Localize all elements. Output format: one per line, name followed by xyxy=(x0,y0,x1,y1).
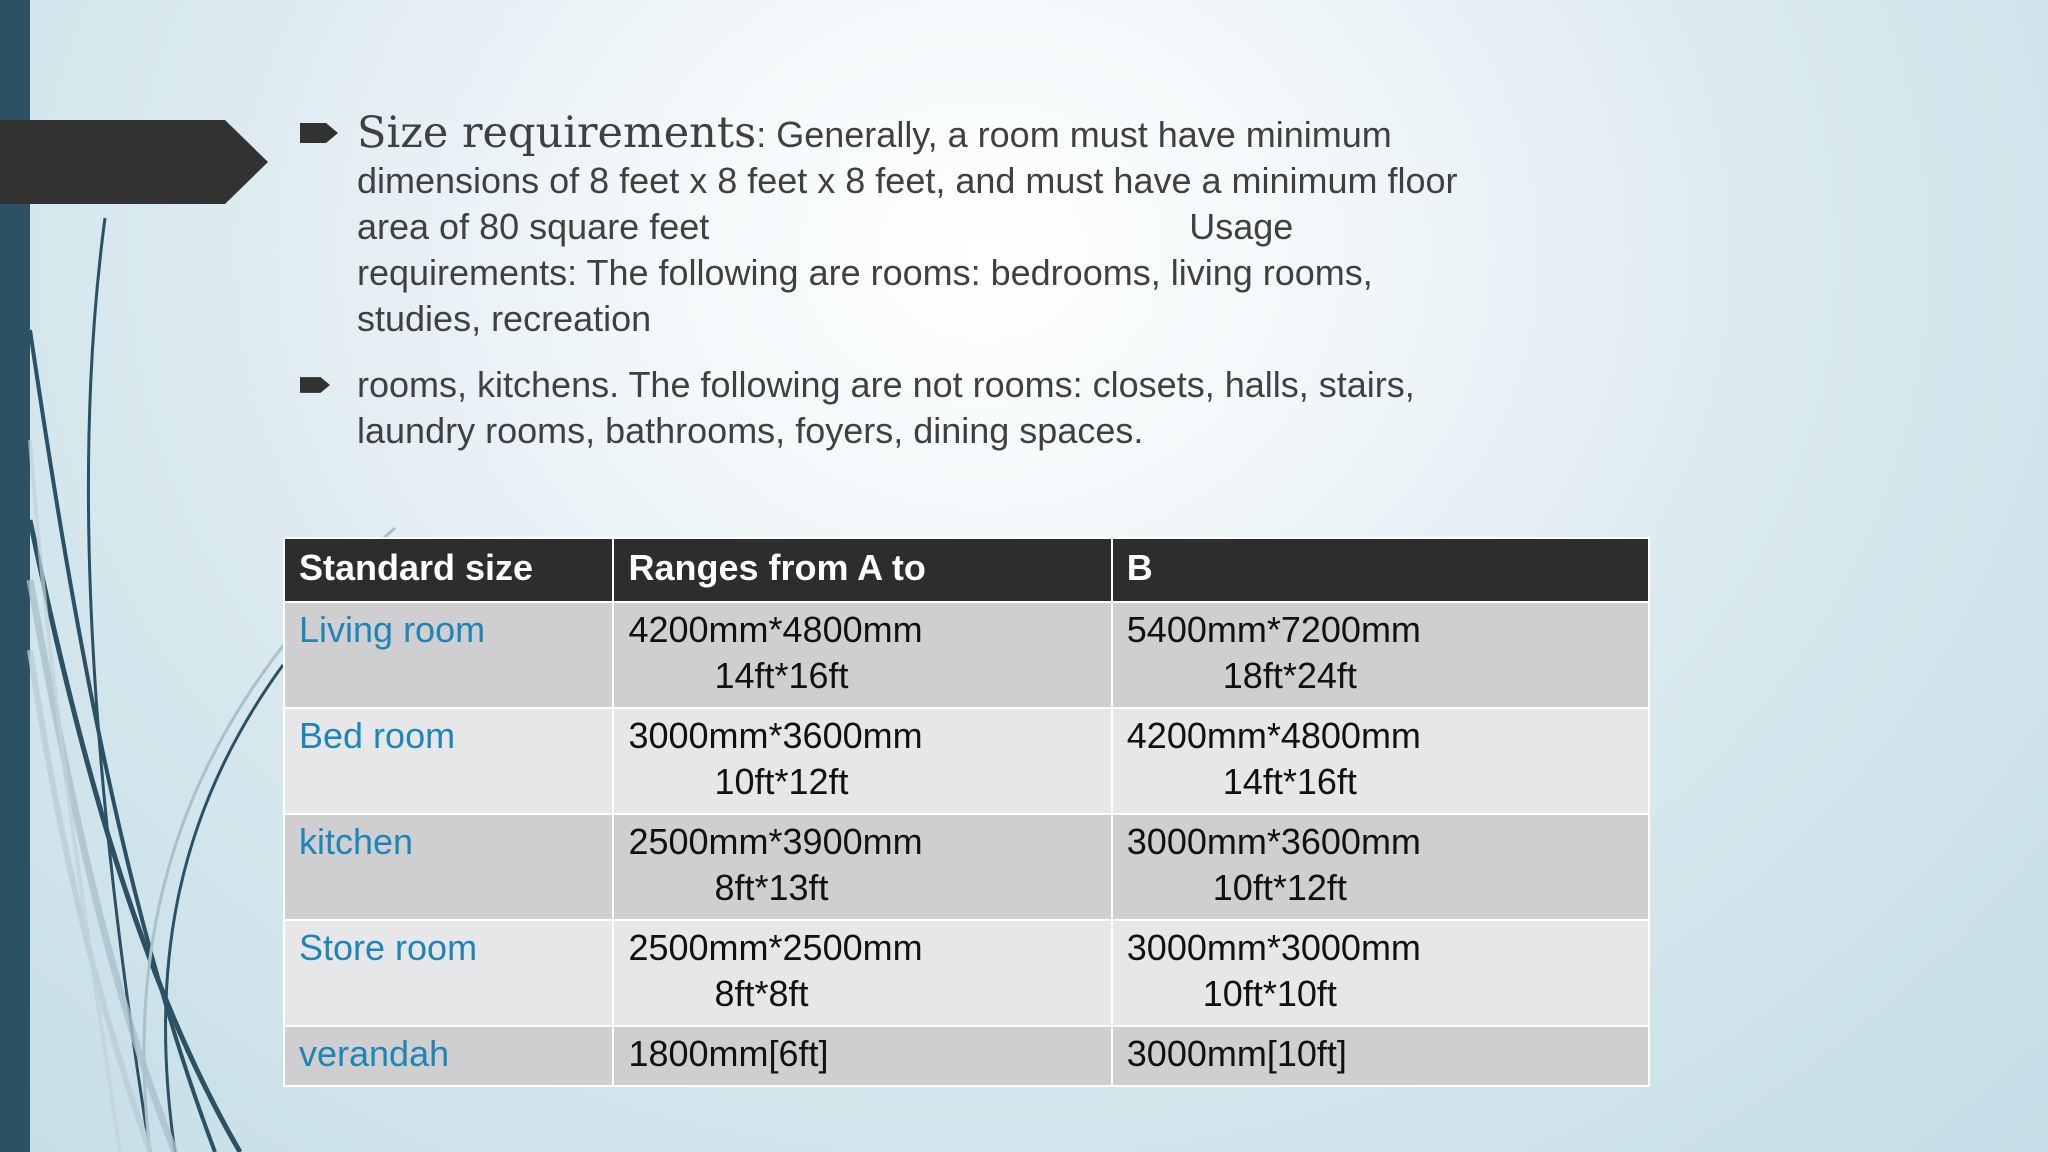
range-a-cell xyxy=(613,708,1111,814)
range-a-cell xyxy=(613,1026,1111,1086)
range-b-cell xyxy=(1112,814,1649,920)
range-mm: 4200mm*4800mm xyxy=(628,609,923,650)
bullet-text: laundry rooms, bathrooms, foyers, dining spaces. xyxy=(357,410,1144,451)
column-header: Ranges from A to xyxy=(613,538,1111,602)
range-mm: 2500mm*3900mm xyxy=(628,821,923,862)
arrow-bullet-icon xyxy=(300,374,330,396)
range-mm: 2500mm*2500mm xyxy=(628,927,923,968)
range-mm: 4200mm*4800mm xyxy=(1126,715,1421,756)
range-ft: 18ft*24ft xyxy=(1222,655,1357,696)
range-b-cell xyxy=(1112,1026,1649,1086)
bullet-text: rooms, kitchens. The following are not rooms: closets, halls, stairs, xyxy=(357,364,1415,405)
room-size-table xyxy=(283,537,1650,1087)
room-name-cell: kitchen xyxy=(284,814,613,920)
range-b-cell xyxy=(1112,708,1649,814)
room-name-cell: Living room xyxy=(284,602,613,708)
range-ft: 14ft*16ft xyxy=(714,655,849,696)
title-pointer-shape xyxy=(0,0,300,220)
bullet-text: : Generally, a room must have minimum xyxy=(756,114,1392,155)
range-ft: 10ft*12ft xyxy=(1212,867,1347,908)
column-header: B xyxy=(1112,538,1649,602)
bullet-text: studies, recreation xyxy=(357,298,652,339)
range-a-cell xyxy=(613,814,1111,920)
range-b-cell xyxy=(1112,602,1649,708)
room-name-cell: verandah xyxy=(284,1026,613,1086)
table-row xyxy=(284,920,1649,1026)
range-ft: 10ft*12ft xyxy=(714,761,849,802)
range-mm: 3000mm[10ft] xyxy=(1126,1033,1347,1074)
range-ft: 8ft*8ft xyxy=(714,973,809,1014)
range-b-cell xyxy=(1112,920,1649,1026)
range-a-cell xyxy=(613,602,1111,708)
range-mm: 3000mm*3600mm xyxy=(1126,821,1421,862)
range-mm: 5400mm*7200mm xyxy=(1126,609,1421,650)
section-title: Size requirements xyxy=(357,108,757,158)
range-ft: 14ft*16ft xyxy=(1222,761,1357,802)
room-name-cell: Store room xyxy=(284,920,613,1026)
range-mm: 1800mm[6ft] xyxy=(628,1033,829,1074)
bullet-text: Usage xyxy=(1189,206,1294,247)
bullet-text: requirements: The following are rooms: bedrooms, living rooms, xyxy=(357,252,1373,293)
table-row xyxy=(284,1026,1649,1086)
table-header-row xyxy=(284,538,1649,602)
range-mm: 3000mm*3600mm xyxy=(628,715,923,756)
range-ft: 8ft*13ft xyxy=(714,867,829,908)
column-header: Standard size xyxy=(284,538,613,602)
bullet-rooms xyxy=(300,362,1600,454)
range-ft: 10ft*10ft xyxy=(1202,973,1337,1014)
bullet-text: area of 80 square feet xyxy=(357,206,710,247)
bullet-list xyxy=(300,110,1600,474)
range-mm: 3000mm*3000mm xyxy=(1126,927,1421,968)
table-row xyxy=(284,814,1649,920)
bullet-size-requirements xyxy=(300,110,1600,342)
table-row xyxy=(284,602,1649,708)
range-a-cell xyxy=(613,920,1111,1026)
arrow-bullet-icon xyxy=(300,120,338,146)
room-name-cell: Bed room xyxy=(284,708,613,814)
bullet-text: dimensions of 8 feet x 8 feet x 8 feet, and must have a minimum floor xyxy=(357,160,1458,201)
table-row xyxy=(284,708,1649,814)
